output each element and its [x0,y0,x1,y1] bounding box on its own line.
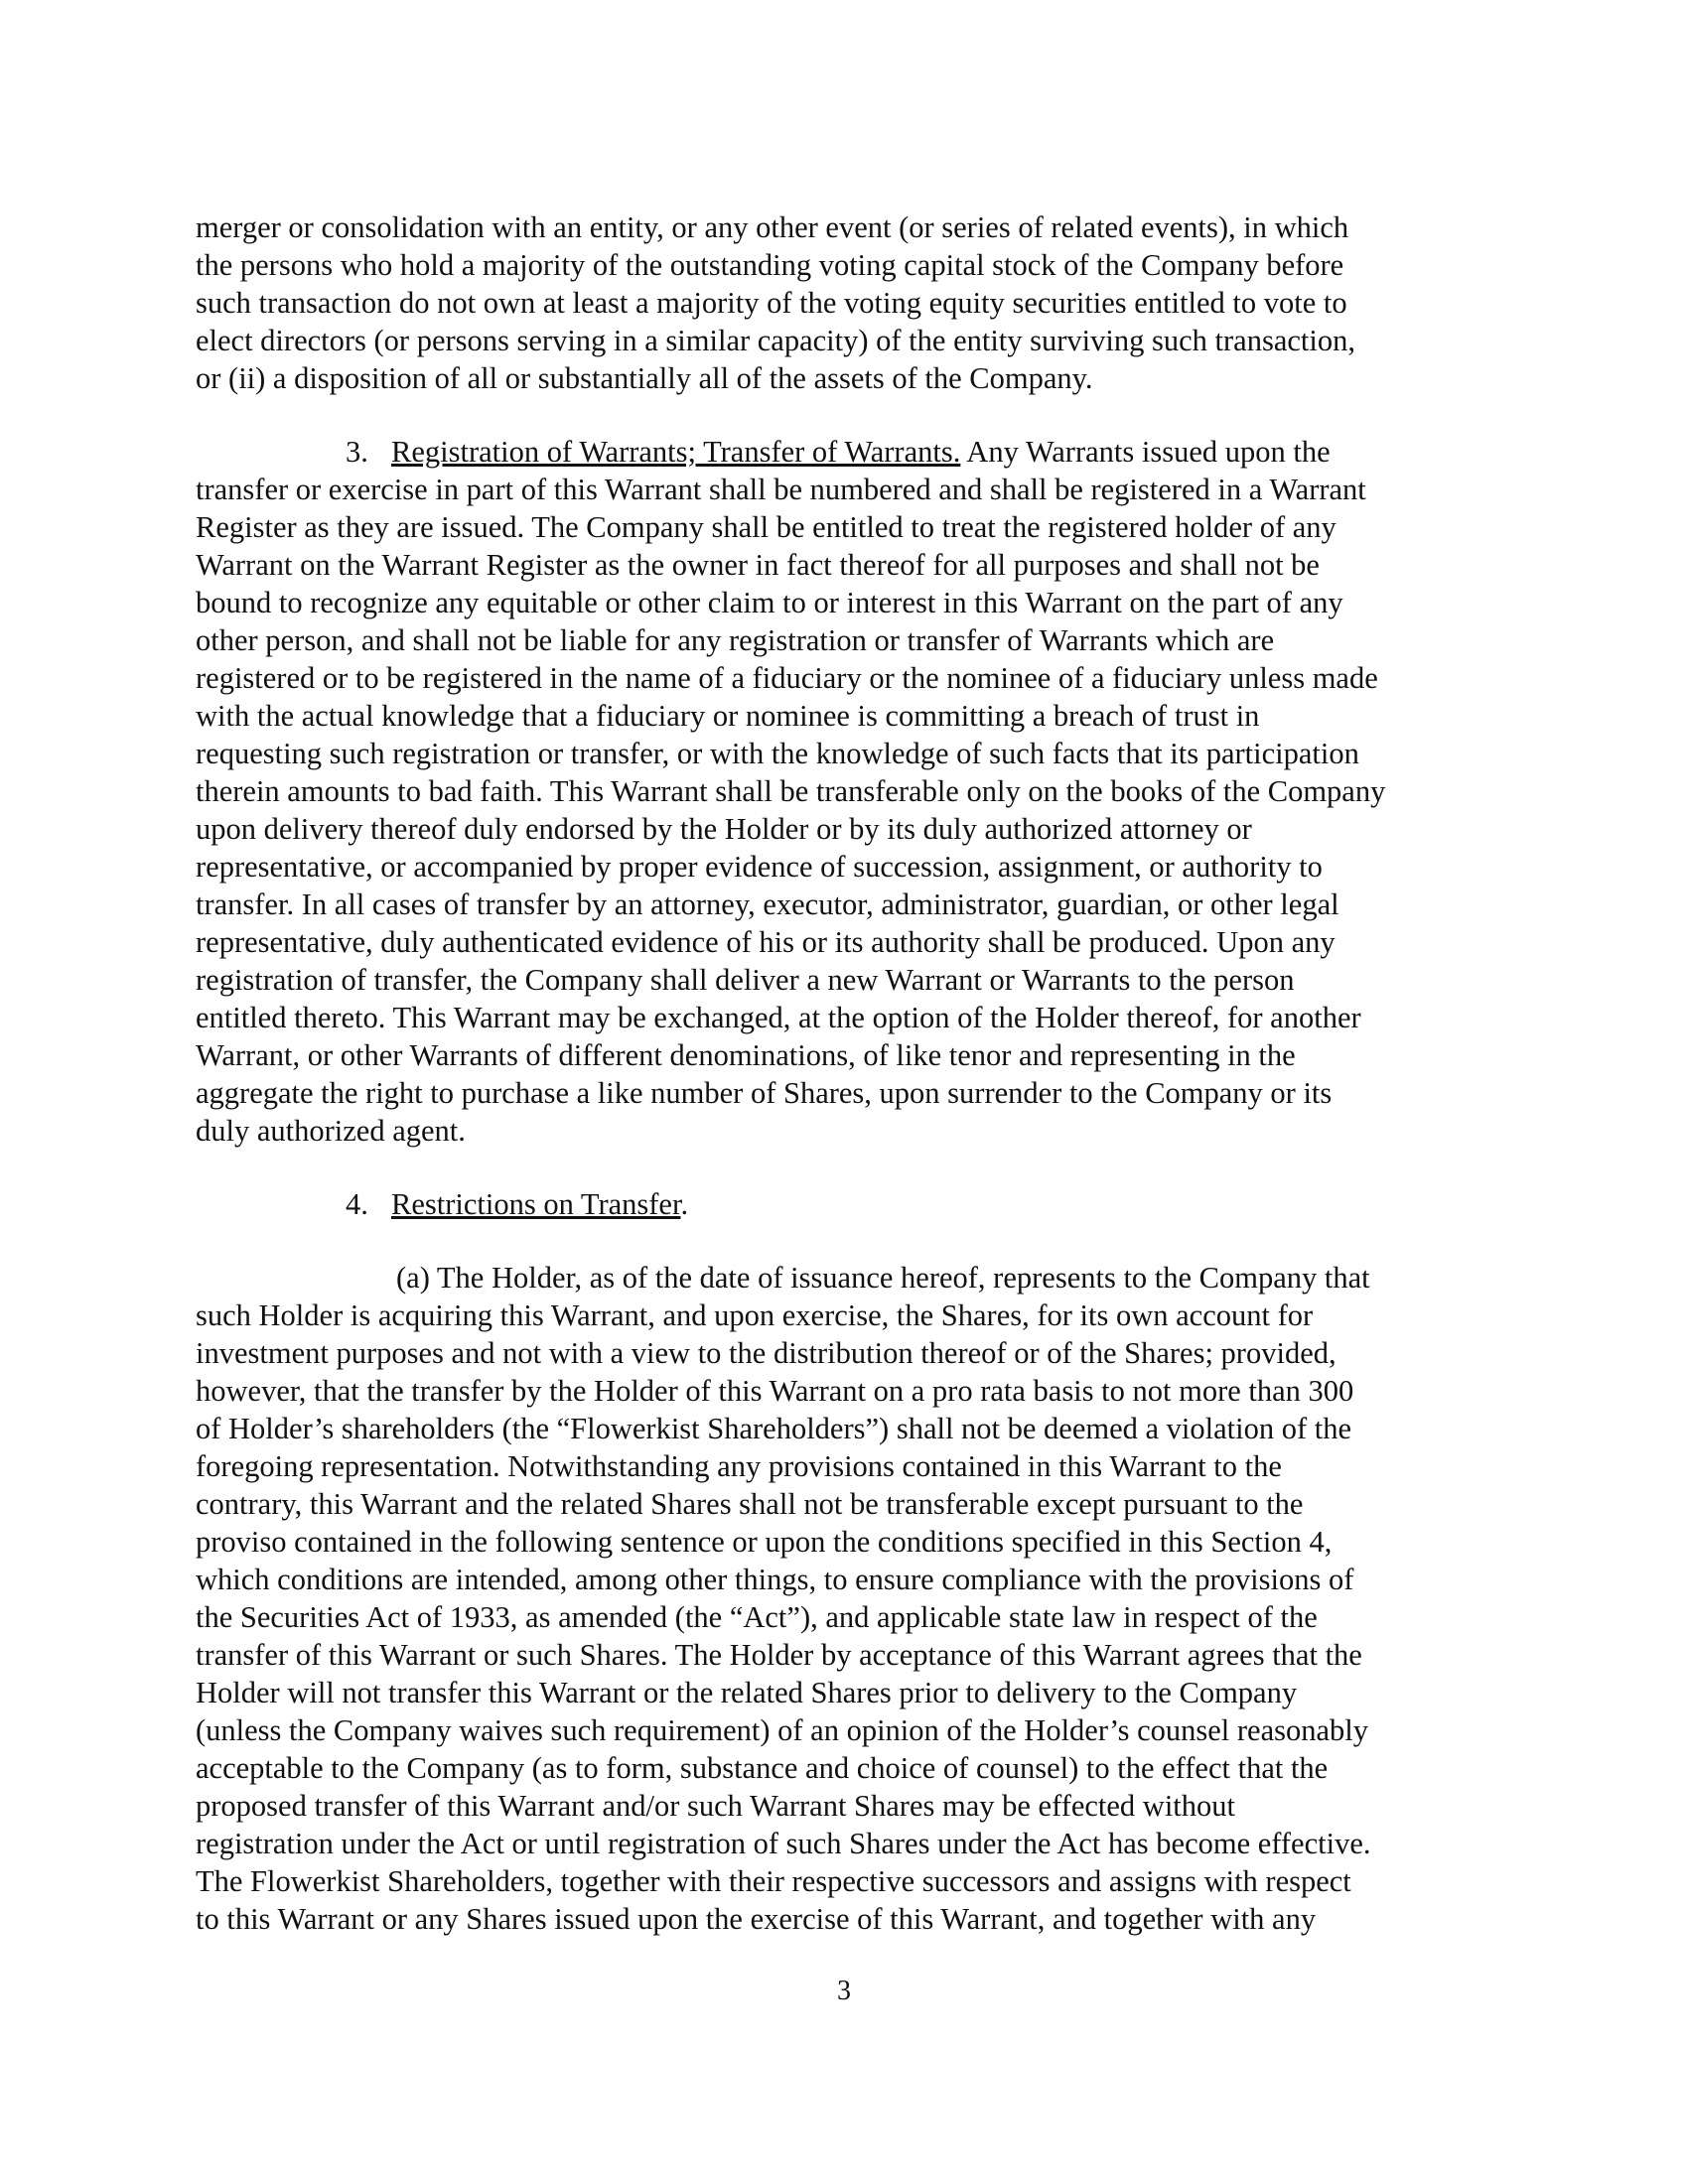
text-line: Warrant on the Warrant Register as the owner in fact thereof for all purposes and shall not be [196,548,1320,582]
text-line: Warrant, or other Warrants of different denominations, of like tenor and representing in the [196,1038,1296,1072]
text-line: (unless the Company waives such requirement) of an opinion of the Holder’s counsel reasonably [196,1713,1369,1747]
section-3-heading-line [196,433,1492,471]
section-title-suffix: . [680,1187,689,1221]
text-line: elect directors (or persons serving in a similar capacity) of the entity surviving such transaction, [196,324,1355,357]
text-line: representative, or accompanied by proper evidence of succession, assignment, or authority to [196,850,1323,884]
text-line: requesting such registration or transfer, or with the knowledge of such facts that its participation [196,737,1359,770]
paragraph-gap [196,1223,1492,1259]
page-number: 3 [837,1976,851,2006]
intro-paragraph [196,208,1492,397]
text-line: the Securities Act of 1933, as amended (the “Act”), and applicable state law in respect of the [196,1600,1318,1634]
section-3-text-start: Any Warrants issued upon the [960,435,1331,469]
section-4-heading-line [196,1185,1492,1223]
text-line: or (ii) a disposition of all or substantially all of the assets of the Company. [196,361,1093,395]
text-line: of Holder’s shareholders (the “Flowerkist Shareholders”) shall not be deemed a violation of the [196,1412,1352,1445]
text-line: to this Warrant or any Shares issued upon the exercise of this Warrant, and together with any [196,1902,1317,1936]
text-line: transfer of this Warrant or such Shares. The Holder by acceptance of this Warrant agrees that the [196,1638,1362,1672]
paragraph-gap [196,1150,1492,1185]
text-line: which conditions are intended, among other things, to ensure compliance with the provisions of [196,1563,1354,1596]
section-number: 4. [346,1187,368,1221]
text-line: Register as they are issued. The Company shall be entitled to treat the registered holder of any [196,510,1336,544]
text-line: proviso contained in the following sentence or upon the conditions specified in this Section 4, [196,1525,1333,1559]
text-line: upon delivery thereof duly endorsed by the Holder or by its duly authorized attorney or [196,812,1252,846]
text-line: with the actual knowledge that a fiduciary or nominee is committing a breach of trust in [196,699,1260,733]
text-line: duly authorized agent. [196,1114,466,1148]
text-line: proposed transfer of this Warrant and/or such Warrant Shares may be effected without [196,1789,1236,1823]
text-line: registration of transfer, the Company shall deliver a new Warrant or Warrants to the person [196,963,1295,997]
text-line: transfer or exercise in part of this Warrant shall be numbered and shall be registered in a Warrant [196,473,1366,506]
text-line: registration under the Act or until registration of such Shares under the Act has become effective. [196,1827,1371,1860]
section-3 [196,433,1492,1150]
text-line: Holder will not transfer this Warrant or the related Shares prior to delivery to the Company [196,1676,1298,1709]
text-line: bound to recognize any equitable or other claim to or interest in this Warrant on the part of any [196,586,1343,619]
text-line: such transaction do not own at least a majority of the voting equity securities entitled to vote to [196,286,1347,320]
text-line: other person, and shall not be liable for any registration or transfer of Warrants which are [196,623,1275,657]
text-line: aggregate the right to purchase a like number of Shares, upon surrender to the Company or its [196,1076,1333,1110]
text-line: investment purposes and not with a view to the distribution thereof or of the Shares; provided, [196,1336,1336,1370]
text-line: registered or to be registered in the name of a fiduciary or the nominee of a fiduciary unless made [196,661,1378,695]
text-line: acceptable to the Company (as to form, substance and choice of counsel) to the effect that the [196,1751,1329,1785]
document-body [196,208,1492,1938]
text-line: entitled thereto. This Warrant may be exchanged, at the option of the Holder thereof, for another [196,1001,1361,1034]
section-title: Restrictions on Transfer [391,1187,681,1221]
paragraph-a-first-line: (a) The Holder, as of the date of issuance hereof, represents to the Company that [396,1261,1370,1295]
text-line: representative, duly authenticated evidence of his or its authority shall be produced. Upon any [196,925,1336,959]
paragraph-gap [196,397,1492,433]
text-line: such Holder is acquiring this Warrant, and upon exercise, the Shares, for its own account for [196,1298,1314,1332]
section-title: Registration of Warrants; Transfer of Warrants. [391,435,961,469]
text-line: therein amounts to bad faith. This Warrant shall be transferable only on the books of the Company [196,774,1386,808]
text-line: the persons who hold a majority of the outstanding voting capital stock of the Company before [196,248,1344,282]
text-line: merger or consolidation with an entity, or any other event (or series of related events), in which [196,210,1349,244]
text-line: transfer. In all cases of transfer by an attorney, executor, administrator, guardian, or other legal [196,887,1339,921]
text-line: contrary, this Warrant and the related Shares shall not be transferable except pursuant to the [196,1487,1304,1521]
section-number: 3. [346,435,368,469]
text-line: foregoing representation. Notwithstanding any provisions contained in this Warrant to the [196,1449,1282,1483]
text-line: however, that the transfer by the Holder of this Warrant on a pro rata basis to not more than 300 [196,1374,1354,1408]
text-line: The Flowerkist Shareholders, together with their respective successors and assigns with respect [196,1864,1351,1898]
section-4 [196,1185,1492,1938]
